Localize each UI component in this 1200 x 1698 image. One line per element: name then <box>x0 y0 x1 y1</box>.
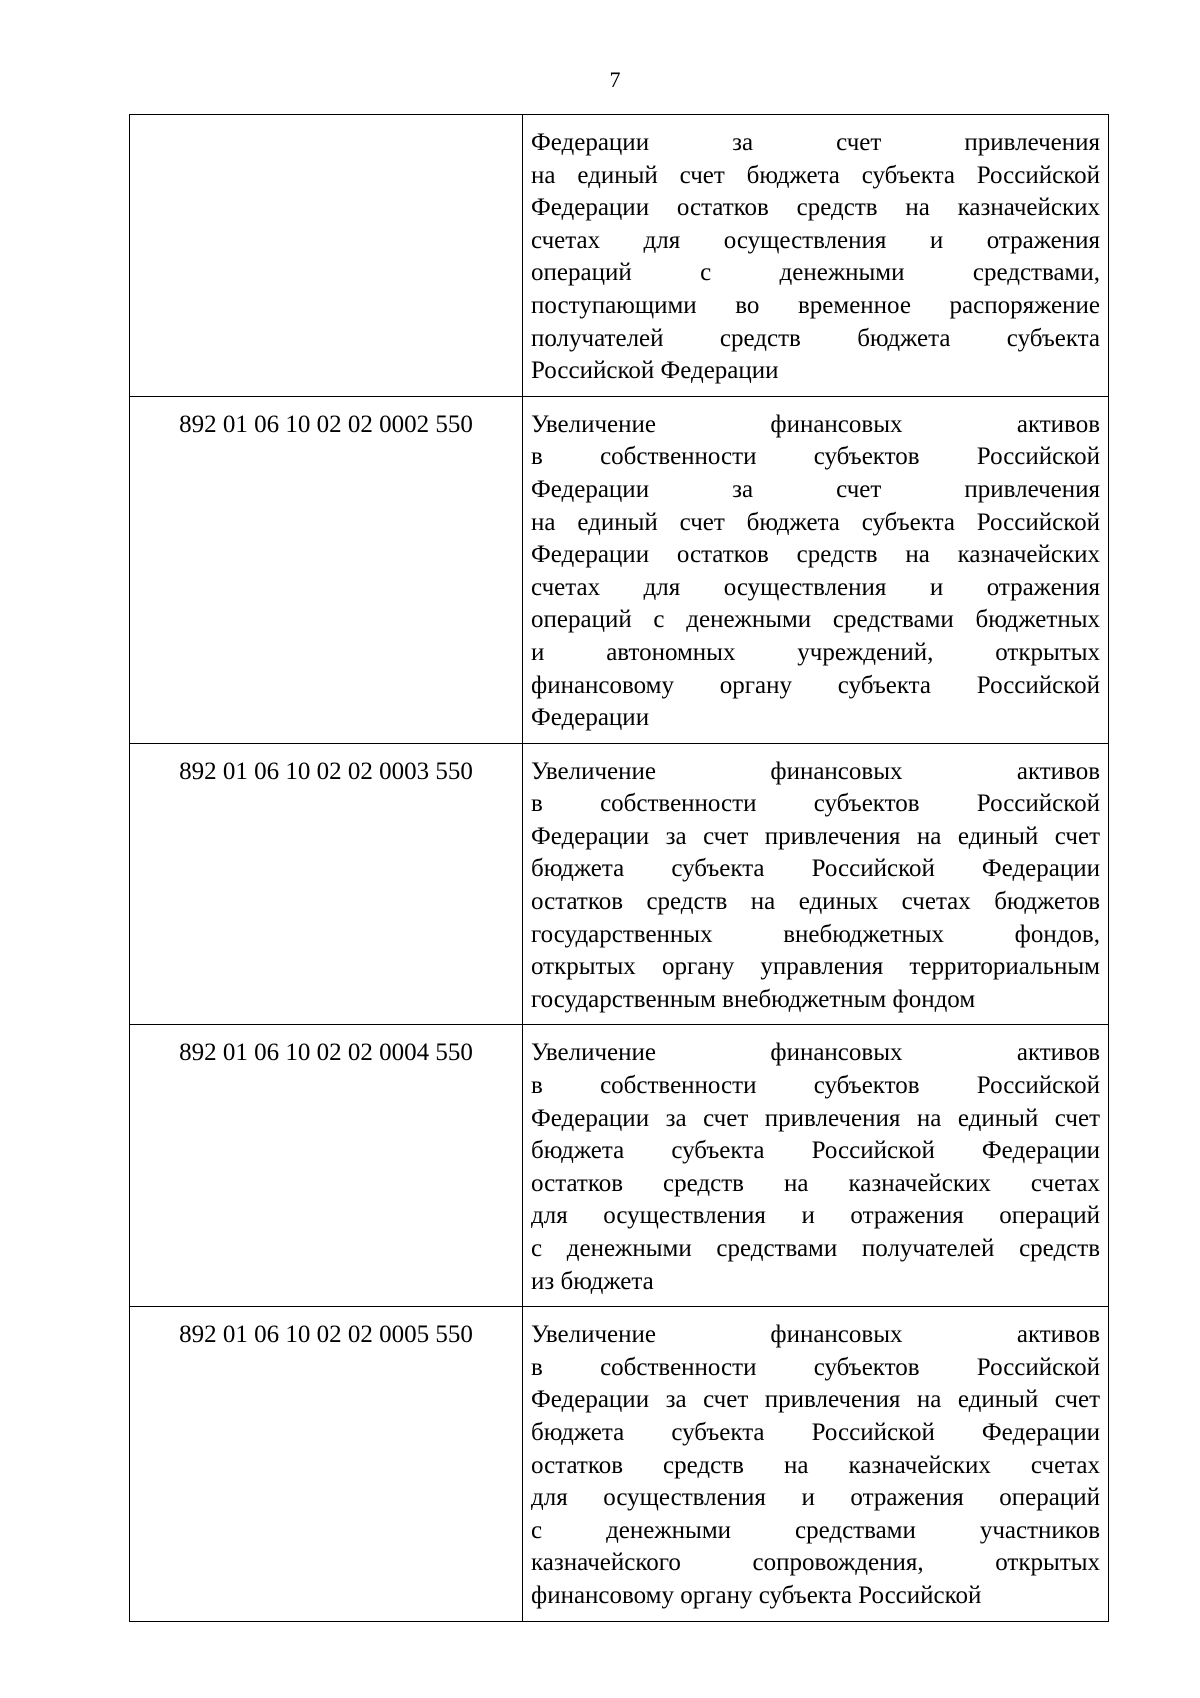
page-number: 7 <box>609 67 621 92</box>
description-line: остатков средств на единых счетах бюджетов <box>531 888 1100 916</box>
description-line: открытых органу управления территориальным <box>531 953 1100 981</box>
description-line: бюджета субъекта Российской Федерации <box>531 1137 1100 1165</box>
description-line: государственным внебюджетным фондом <box>531 985 976 1013</box>
description-line: финансовому органу субъекта Российской <box>531 671 1100 699</box>
description-line: Федерации за счет привлечения на единый счет <box>531 822 1100 850</box>
description-line: из бюджета <box>531 1267 654 1295</box>
description-line: Федерации <box>531 704 650 732</box>
budget-code-cell: 892 01 06 10 02 02 0005 550 <box>130 1307 523 1621</box>
description-line: в собственности субъектов Российской <box>531 1072 1100 1100</box>
description-cell <box>523 115 1109 397</box>
table-row <box>130 115 1109 397</box>
description-line: с денежными средствами участников <box>531 1516 1100 1544</box>
description-line: остатков средств на казначейских счетах <box>531 1169 1100 1197</box>
description-line: финансовому органу субъекта Российской <box>531 1581 982 1609</box>
description-line: Увеличение финансовых активов <box>531 410 1100 438</box>
description-line: Федерации остатков средств на казначейских <box>531 541 1100 569</box>
description-line: бюджета субъекта Российской Федерации <box>531 1418 1100 1446</box>
description-cell <box>523 396 1109 743</box>
description-line: счетах для осуществления и отражения <box>531 573 1100 601</box>
description-line: с денежными средствами получателей средств <box>531 1235 1100 1262</box>
description-line: и автономных учреждений, открытых <box>531 638 1100 666</box>
description-line: счетах для осуществления и отражения <box>531 226 1100 254</box>
description-line: операций с денежными средствами, <box>531 259 1100 287</box>
budget-code-cell: 892 01 06 10 02 02 0002 550 <box>130 396 523 743</box>
description-line: Увеличение финансовых активов <box>531 757 1100 785</box>
description-line: бюджета субъекта Российской Федерации <box>531 855 1100 883</box>
description-line: получателей средств бюджета субъекта <box>531 324 1100 352</box>
description-line: остатков средств на казначейских счетах <box>531 1451 1100 1479</box>
description-line: Федерации за счет привлечения <box>531 129 1100 156</box>
budget-code-cell <box>130 115 523 397</box>
description-cell <box>523 1307 1109 1621</box>
table-row <box>130 396 1109 743</box>
table-row <box>130 1307 1109 1621</box>
description-line: операций с денежными средствами бюджетных <box>531 606 1100 634</box>
description-line: в собственности субъектов Российской <box>531 1353 1100 1381</box>
description-line: на единый счет бюджета субъекта Российской <box>531 161 1100 189</box>
budget-code-cell: 892 01 06 10 02 02 0003 550 <box>130 743 523 1025</box>
description-line: поступающими во временное распоряжение <box>531 291 1100 319</box>
description-line: Российской Федерации <box>531 357 779 385</box>
description-line: Увеличение финансовых активов <box>531 1321 1100 1349</box>
table-row <box>130 743 1109 1025</box>
description-line: государственных внебюджетных фондов, <box>531 920 1100 948</box>
description-line: Федерации за счет привлечения на единый счет <box>531 1386 1100 1414</box>
description-line: Федерации за счет привлечения <box>531 475 1100 503</box>
description-line: для осуществления и отражения операций <box>531 1484 1100 1512</box>
table-row <box>130 1025 1109 1307</box>
description-line: Увеличение финансовых активов <box>531 1039 1100 1067</box>
description-line: казначейского сопровождения, открытых <box>531 1549 1100 1577</box>
description-cell <box>523 1025 1109 1307</box>
budget-code-cell: 892 01 06 10 02 02 0004 550 <box>130 1025 523 1307</box>
description-line: в собственности субъектов Российской <box>531 790 1100 818</box>
description-line: для осуществления и отражения операций <box>531 1202 1100 1230</box>
description-cell <box>523 743 1109 1025</box>
description-line: Федерации за счет привлечения на единый счет <box>531 1104 1100 1132</box>
description-line: в собственности субъектов Российской <box>531 443 1100 471</box>
table-body <box>130 115 1109 1622</box>
description-line: Федерации остатков средств на казначейских <box>531 194 1100 222</box>
budget-code-table <box>129 114 1109 1622</box>
description-line: на единый счет бюджета субъекта Российской <box>531 508 1100 536</box>
